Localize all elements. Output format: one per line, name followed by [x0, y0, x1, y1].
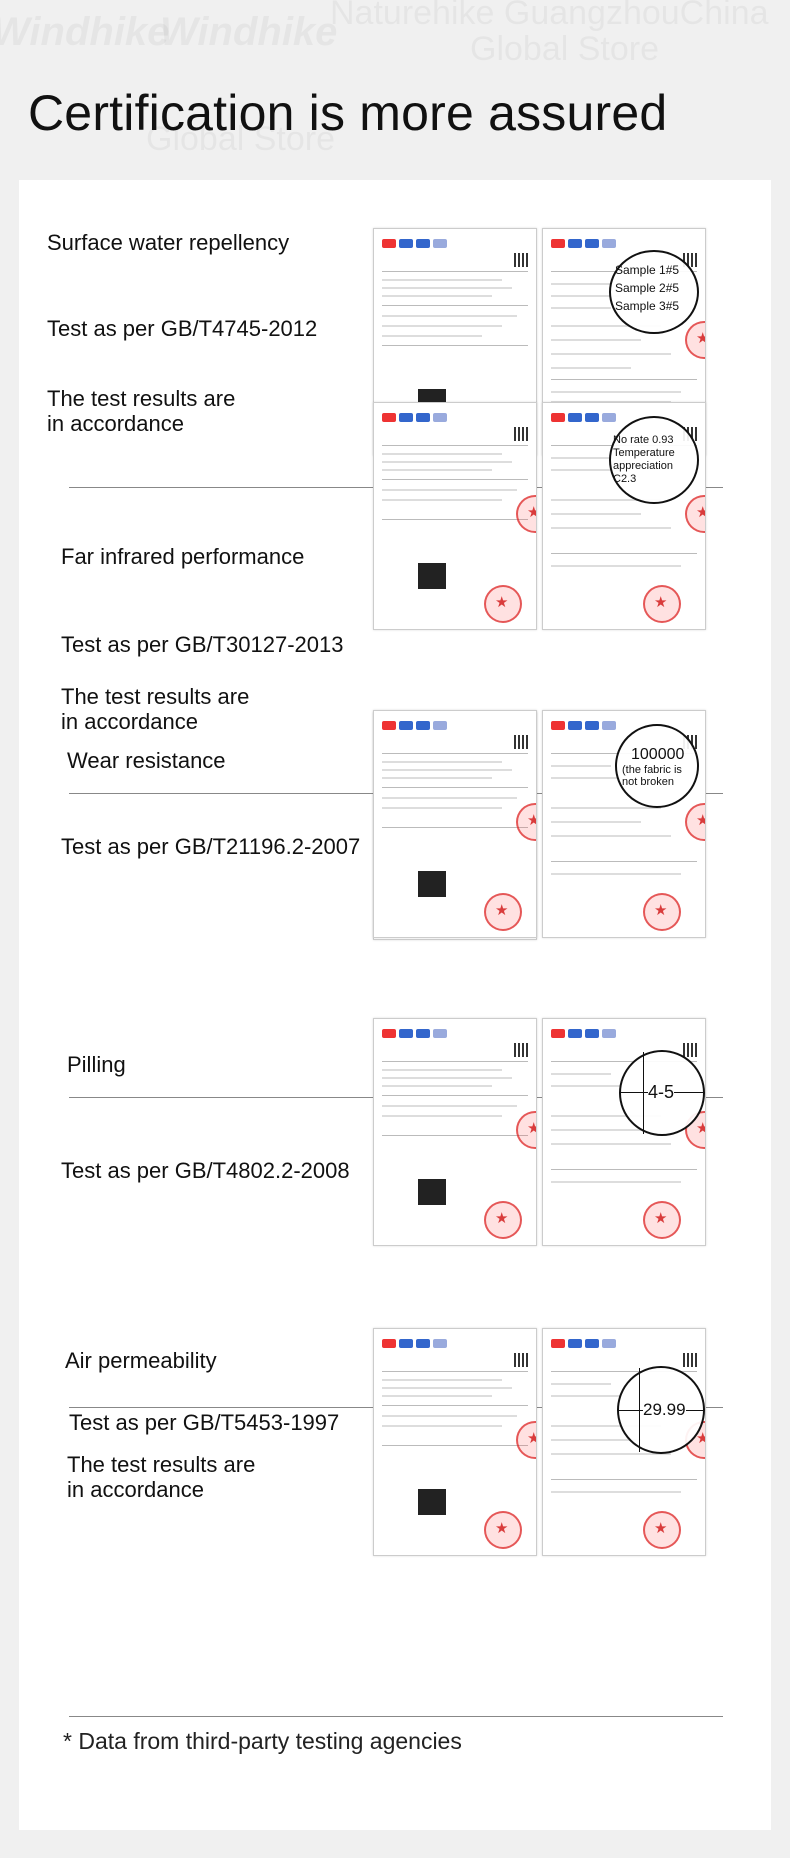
result-callout: 4-5 [619, 1050, 705, 1136]
seal-icon [516, 1421, 537, 1459]
seal-icon [643, 1201, 681, 1239]
seal-icon [685, 803, 706, 841]
watermark-text [470, 30, 659, 69]
test-report-page [373, 1328, 537, 1556]
test-report-page [373, 402, 537, 630]
test-report-page [373, 710, 537, 938]
watermark-logo [0, 10, 169, 55]
test-standard: Test as per GB/T30127-2013 [61, 632, 344, 657]
callout-divider [643, 1052, 644, 1134]
seal-icon [484, 1201, 522, 1239]
test-name: Surface water repellency [47, 230, 290, 255]
seal-icon [643, 893, 681, 931]
test-name: Far infrared performance [61, 544, 305, 569]
test-result: The test results are in accordance [47, 386, 236, 436]
test-report-page [542, 1018, 706, 1246]
result-callout: Sample 1#5 Sample 2#5 Sample 3#5 [609, 250, 699, 334]
test-standard: Test as per GB/T4745-2012 [47, 316, 318, 341]
callout-divider [639, 1368, 640, 1452]
footnote: * Data from third-party testing agencies [63, 1728, 462, 1754]
test-name: Air permeability [65, 1348, 217, 1373]
separator [69, 1716, 723, 1717]
watermark-text [330, 0, 769, 33]
seal-icon [484, 893, 522, 931]
seal-icon [643, 1511, 681, 1549]
test-result: The test results are in accordance [67, 1452, 256, 1502]
result-callout: 29.99 [617, 1366, 705, 1454]
test-name: Wear resistance [67, 748, 226, 773]
watermark-logo [160, 10, 337, 55]
seal-icon [484, 1511, 522, 1549]
test-standard: Test as per GB/T5453-1997 [69, 1410, 340, 1435]
seal-icon [484, 585, 522, 623]
seal-icon [685, 495, 706, 533]
test-report-page [373, 1018, 537, 1246]
seal-icon [643, 585, 681, 623]
seal-icon [516, 803, 537, 841]
seal-icon [685, 321, 706, 359]
test-standard: Test as per GB/T4802.2-2008 [61, 1158, 350, 1183]
result-callout: No rate 0.93 Temperature appreciation C2.3 [609, 416, 699, 504]
certification-panel [19, 180, 771, 1830]
test-result: The test results are in accordance [61, 684, 250, 734]
seal-icon [516, 1111, 537, 1149]
result-callout: 100000 (the fabric is not broken [615, 724, 699, 808]
page-title: Certification is more assured [28, 85, 668, 141]
seal-icon [516, 495, 537, 533]
test-standard: Test as per GB/T21196.2-2007 [61, 834, 361, 859]
test-name: Pilling [67, 1052, 126, 1077]
